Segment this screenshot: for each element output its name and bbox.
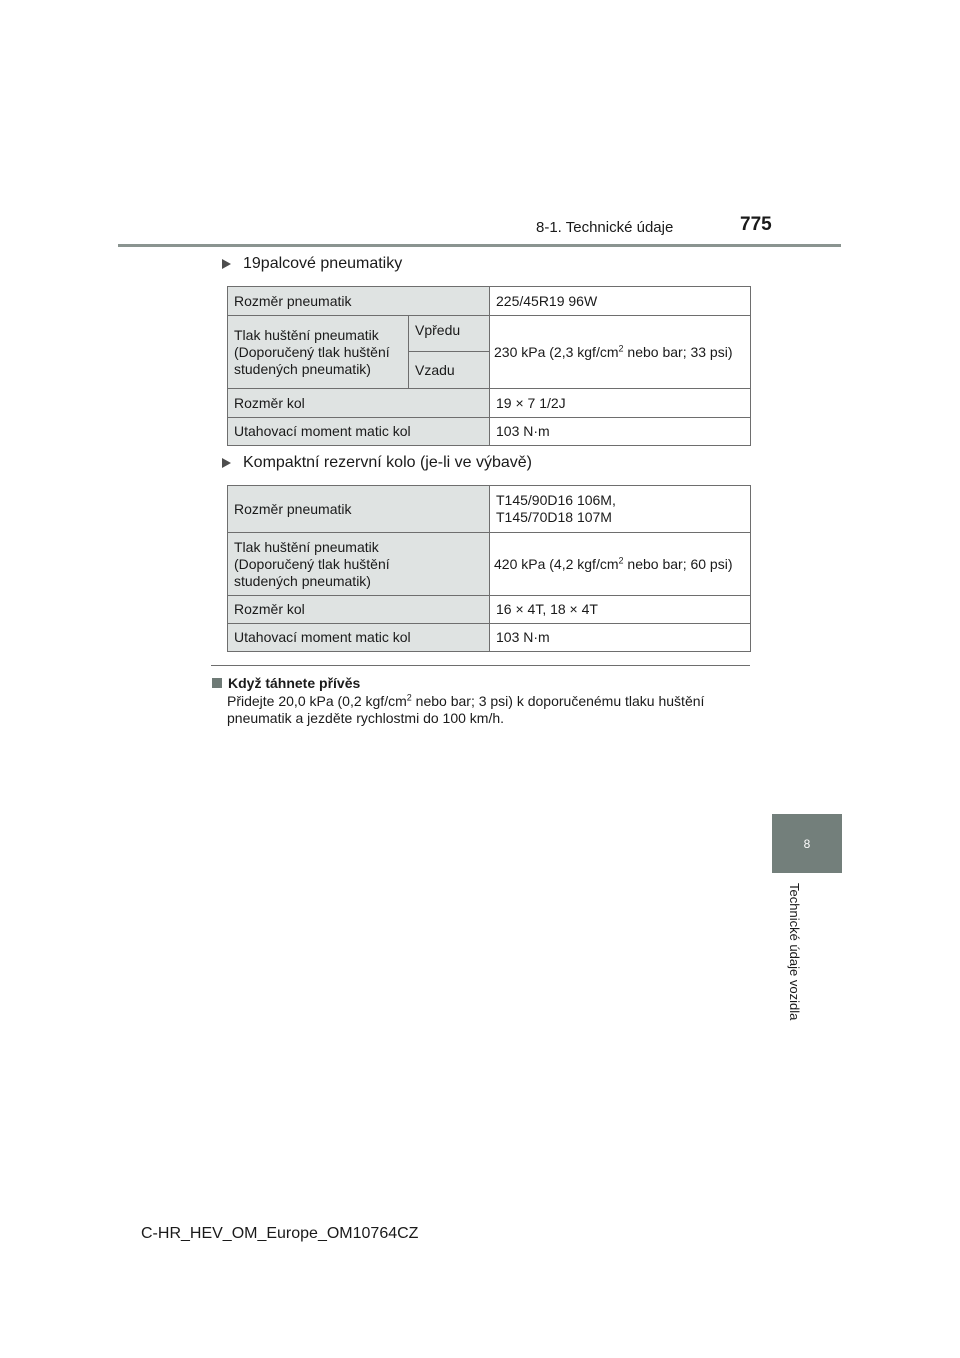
spare-pressure-value-main: 420 kPa (4,2 kgf/cm	[494, 555, 619, 572]
front-label: Vpředu	[409, 316, 490, 352]
header-rule	[118, 244, 841, 247]
wheel-size-value: 19 × 7 1/2J	[490, 389, 751, 418]
pressure-value-main: 230 kPa (2,3 kgf/cm	[494, 343, 619, 360]
spare-heading	[222, 454, 532, 472]
section-title: 8-1. Technické údaje	[536, 219, 674, 236]
chapter-title-vertical: Technické údaje vozidla	[787, 883, 802, 1021]
spare-pressure-unit-exponent: 2	[618, 554, 624, 565]
spare-wheel-value: 16 × 4T, 18 × 4T	[490, 596, 751, 624]
torque-label: Utahovací moment matic kol	[228, 418, 490, 446]
tires-19-heading-text: 19palcové pneumatiky	[243, 255, 403, 272]
chapter-tab: 8	[772, 814, 842, 873]
spare-size-label: Rozměr pneumatik	[228, 486, 490, 533]
spare-torque-value: 103 N·m	[490, 624, 751, 652]
pressure-value-rest: nebo bar; 33 psi)	[623, 343, 733, 360]
spare-pressure-value	[490, 533, 751, 596]
pressure-value	[490, 316, 751, 389]
pressure-unit-exponent: 2	[618, 342, 624, 353]
spare-size-value-line-1: T145/90D16 106M,	[496, 492, 616, 508]
tire-size-value: 225/45R19 96W	[490, 287, 751, 316]
spare-heading-text: Kompaktní rezervní kolo (je-li ve výbavě)	[243, 454, 532, 471]
square-bullet-icon	[212, 678, 222, 688]
note-heading	[212, 675, 360, 691]
note-body-main: Přidejte 20,0 kPa (0,2 kgf/cm	[227, 693, 407, 709]
rear-label: Vzadu	[409, 352, 490, 389]
tires-19-heading	[222, 255, 402, 273]
document-code: C-HR_HEV_OM_Europe_OM10764CZ	[141, 1225, 419, 1242]
bullet-triangle-icon	[222, 458, 231, 468]
spare-size-value-line-2: T145/70D18 107M	[496, 509, 612, 525]
tire-size-label: Rozměr pneumatik	[228, 287, 490, 316]
spare-pressure-value-rest: nebo bar; 60 psi)	[623, 555, 733, 572]
page-number: 775	[740, 214, 772, 235]
pressure-label: Tlak huštění pneumatik (Doporučený tlak huštění studených pneumatik)	[228, 316, 409, 389]
spare-pressure-label: Tlak huštění pneumatik (Doporučený tlak huštění studených pneumatik)	[228, 533, 490, 596]
spare-torque-label: Utahovací moment matic kol	[228, 624, 490, 652]
wheel-size-label: Rozměr kol	[228, 389, 490, 418]
note-unit-exponent: 2	[406, 692, 412, 703]
tires-19-table	[227, 286, 751, 446]
note-rule	[211, 665, 750, 666]
spare-table	[227, 485, 751, 652]
note-body-rest: nebo bar; 3 psi) k doporučenému tlaku huštění pneumatik a jezděte rychlostmi do 100 km/h.	[227, 693, 705, 726]
note-title: Když táhnete přívěs	[228, 675, 361, 691]
torque-value: 103 N·m	[490, 418, 751, 446]
spare-size-value	[490, 486, 751, 533]
spare-wheel-label: Rozměr kol	[228, 596, 490, 624]
bullet-triangle-icon	[222, 259, 231, 269]
note-body	[227, 693, 757, 727]
